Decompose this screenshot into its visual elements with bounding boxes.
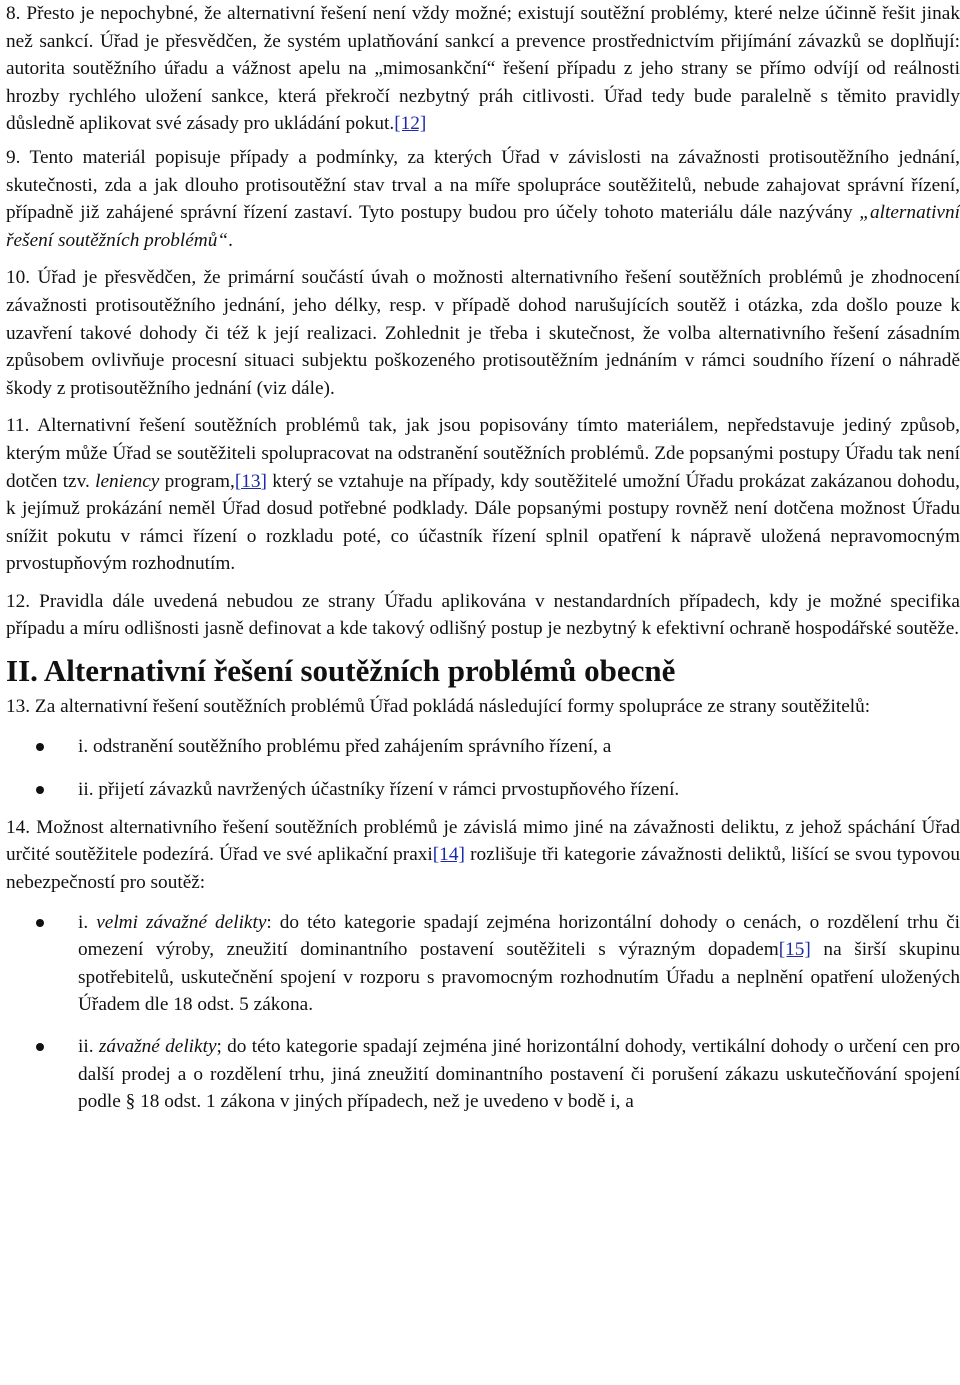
paragraph-12-text: 12. Pravidla dále uvedená nebudou ze strany Úřadu aplikována v nestandardních případech, kdy je možné specifika případu a míru odlišnosti jasně definovat a kde takový odlišný postup je nezbytný k efektivní ochraně hospodářské soutěže. — [6, 590, 960, 640]
paragraph-9 — [6, 144, 960, 254]
cooperation-forms-list — [6, 733, 960, 804]
footnote-link-15[interactable]: [15] — [778, 939, 811, 961]
category-text: : do této kategorie spadají zejména horizontální dohody o cenách, o rozdělení trhu či omezení výroby, zneužití dominantního postavení soutěžiteli s výrazným dopadem — [78, 911, 960, 961]
section-heading: II. Alternativní řešení soutěžních problémů obecně — [6, 653, 676, 689]
paragraph-11 — [6, 412, 960, 578]
bullet-icon — [36, 919, 44, 927]
paragraph-14-text: 14. Možnost alternativního řešení soutěžních problémů je závislá mimo jiné na závažnosti deliktu, z jehož spáchání Úřad určité soutěžitele podezírá. Úřad ve své aplikační praxi — [6, 816, 960, 866]
bullet-icon — [36, 786, 44, 794]
category-text: ; do této kategorie spadají zejména jiné horizontální dohody, vertikální dohody o určení cen pro další prodej a o rozdělení trhu, jiná zneužití dominantního postavení či porušení zákazu uskutečňování spojení podle § 18 odst. 1 zákona v jiných případech, než je uvedeno v bodě i, a — [78, 1036, 960, 1113]
paragraph-13-text: 13. Za alternativní řešení soutěžních problémů Úřad pokládá následující formy spolupráce ze strany soutěžitelů: — [6, 696, 871, 718]
paragraph-11-mid: program, — [159, 470, 235, 492]
paragraph-14-rest: rozlišuje tři kategorie závažnosti deliktů, lišící se svou typovou nebezpečností pro soutěž: — [6, 844, 960, 894]
category-name: velmi závažné delikty — [96, 911, 267, 933]
paragraph-11-term: leniency — [95, 470, 160, 492]
paragraph-8 — [6, 0, 960, 138]
paragraph-11-rest: který se vztahuje na případy, kdy soutěžitelé umožní Úřadu prokázat zakázanou dohodu, k jejímuž prokázání neměl Úřad dosud potřebné podklady. Dále popsanými postupy rovněž není dotčena možnost Úřadu snížit pokutu v rámci řízení o rozkladu poté, co účastník řízení splnil opatření k nápravě uložená nepravomocným prvostupňovým rozhodnutím. — [6, 470, 960, 575]
paragraph-13 — [6, 693, 960, 721]
list-item-text: i. odstranění soutěžního problému před zahájením správního řízení, a — [78, 735, 612, 757]
paragraph-8-text: 8. Přesto je nepochybné, že alternativní řešení není vždy možné; existují soutěžní problémy, které nelze účinně řešit jinak než sankcí. Úřad je přesvědčen, že systém uplatňování sankcí a prevence prostřednictvím přijímání závazků se doplňují: autorita soutěžního úřadu a vážnost apelu na „mimosankční“ řešení případu z jeho strany se přímo odvíjí od reálnosti hrozby rychlého uložení sankce, která překročí nezbytný práh citlivosti. Úřad tedy bude paralelně s těmito pravidly důsledně aplikovat své zásady pro ukládání pokut. — [6, 3, 960, 135]
footnote-link-13[interactable]: [13] — [234, 470, 267, 492]
severity-categories-list — [6, 909, 960, 1116]
paragraph-12 — [6, 588, 960, 643]
list-item-text: ii. přijetí závazků navržených účastníky řízení v rámci prvostupňového řízení. — [78, 779, 680, 801]
paragraph-9-term: „alternativní řešení soutěžních problémů“ — [6, 202, 960, 251]
category-name: závažné delikty — [98, 1036, 217, 1057]
bullet-icon — [36, 743, 44, 751]
list-item — [6, 733, 960, 761]
list-item — [6, 1033, 960, 1116]
list-item — [6, 909, 960, 1019]
paragraph-9-text: 9. Tento materiál popisuje případy a podmínky, za kterých Úřad v závislosti na závažnosti protisoutěžního jednání, skutečnosti, zda a jak dlouho protisoutěžní stav trval a na míře spolupráce soutěžitelů, nebude zahajovat správní řízení, případně již zahájené správní řízení zastaví. Tyto postupy budou pro účely tohoto materiálu dále nazývány — [6, 146, 960, 224]
category-text-rest: na širší skupinu spotřebitelů, uskutečnění spojení v rozporu s pravomocným rozhodnutím Úřadu a neplnění opatření uložených Úřadem dle 18 odst. 5 zákona. — [78, 939, 960, 1016]
footnote-link-12[interactable]: [12] — [394, 113, 427, 135]
paragraph-11-text: 11. Alternativní řešení soutěžních problémů tak, jak jsou popisovány tímto materiálem, nepředstavuje jediný způsob, kterým může Úřad se soutěžiteli spolupracovat na odstranění soutěžních problémů. Zde popsanými postupy Úřadu tak není dotčen tzv. — [6, 415, 960, 492]
paragraph-9-end: . — [228, 229, 233, 251]
footnote-link-14[interactable]: [14] — [432, 844, 465, 866]
category-prefix: i. — [78, 911, 97, 933]
paragraph-10-text: 10. Úřad je přesvědčen, že primární součástí úvah o možnosti alternativního řešení soutěžních problémů je zhodnocení závažnosti protisoutěžního jednání, jeho délky, resp. v případě dohod narušujících soutěž i otázka, zda došlo pouze k uzavření takové dohody či též k její realizaci. Zohlednit je třeba i skutečnost, že volba alternativního řešení zásadním způsobem ovlivňuje procesní situaci subjektu poškozeného protisoutěžním jednáním v rámci soudního řízení o náhradě škody z protisoutěžního jednání (viz dále). — [6, 267, 960, 399]
list-item — [6, 776, 960, 804]
paragraph-14 — [6, 814, 960, 897]
bullet-icon — [36, 1043, 44, 1051]
paragraph-10 — [6, 264, 960, 402]
category-prefix: ii. — [78, 1036, 99, 1057]
